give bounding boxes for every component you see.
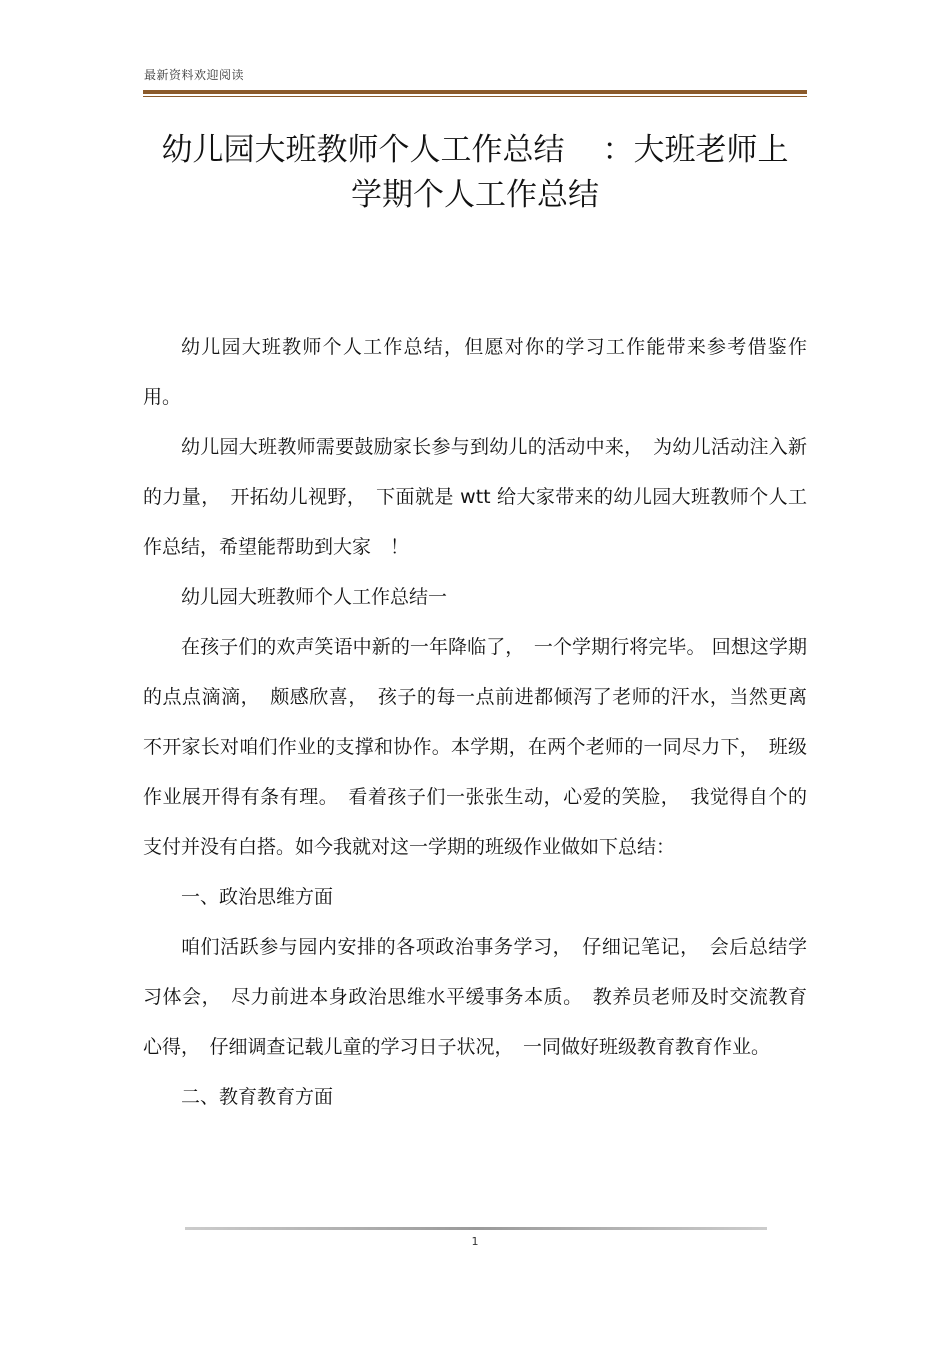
section-heading-education: 二、教育教育方面 bbox=[181, 1086, 334, 1108]
body-paragraph: 在孩子们的欢声笑语中新的一年降临了， 一个学期行将完毕。 回想这学期的点点滴滴， 颇感欣喜， 孩子的每一点前进都倾泻了老师的汗水，当然更离不开家长对咱们作业的支撑和协作。本学期，在两个老师的一同尽力下， 班级作业展开得有条有理。 看着孩子们一张张生动，心爱的笑脸， 我觉得自个的支付并没有白搭。如今我就对这一学期的班级作业做如下总结： bbox=[143, 636, 807, 858]
header-rule-thin bbox=[143, 96, 807, 97]
footer-rule bbox=[185, 1227, 767, 1230]
intro-paragraph: 幼儿园大班教师个人工作总结，但愿对你的学习工作能带来参考借鉴作用。 bbox=[143, 336, 807, 408]
section-heading-one: 幼儿园大班教师个人工作总结一 bbox=[181, 586, 448, 608]
document-title bbox=[143, 128, 807, 218]
intro-paragraph-2: 幼儿园大班教师需要鼓励家长参与到幼儿的活动中来， 为幼儿活动注入新的力量， 开拓幼儿视野， 下面就是 wtt 给大家带来的幼儿园大班教师个人工作总结，希望能帮助到大家 ！ bbox=[143, 436, 807, 558]
title-part-2: ：大班老师上 bbox=[602, 132, 789, 168]
section-heading-politics: 一、政治思维方面 bbox=[181, 886, 334, 908]
page-number: 1 bbox=[471, 1235, 479, 1248]
header-label: 最新资料欢迎阅读 bbox=[144, 68, 245, 82]
header-rule-thick bbox=[143, 90, 807, 94]
document-body bbox=[143, 322, 807, 1122]
body-paragraph-politics: 咱们活跃参与园内安排的各项政治事务学习， 仔细记笔记， 会后总结学习体会， 尽力前进本身政治思维水平缓事务本质。 教养员老师及时交流教育心得， 仔细调查记载儿童的学习日子状况， 一同做好班级教育教育作业。 bbox=[143, 936, 807, 1058]
title-line-2: 学期个人工作总结 bbox=[351, 177, 599, 213]
title-part-1: 幼儿园大班教师个人工作总结 bbox=[161, 132, 565, 168]
